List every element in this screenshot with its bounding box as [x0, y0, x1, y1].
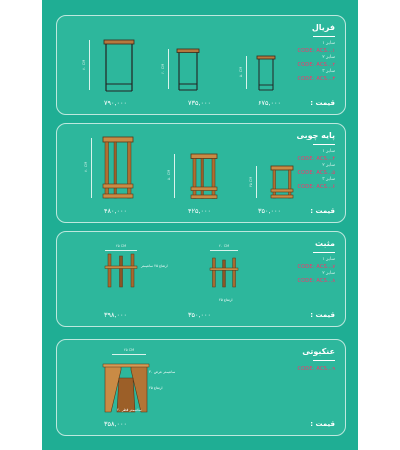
spider-stand-image [101, 358, 151, 414]
dimension-label: ۷۰ CM [82, 59, 86, 71]
dimension-line [89, 40, 90, 90]
plus-stand-large-image [105, 254, 137, 288]
wooden-stand-medium-image [191, 154, 217, 199]
dimension-line [168, 49, 169, 89]
product-code: CODE: ACS...۲ [297, 62, 335, 68]
annotation-note: ۳۰ سانتیمتر عرض [149, 370, 176, 374]
product-code: CODE: ACS...۳ [297, 76, 335, 82]
price-value: ۴۲۵,۰۰۰ [188, 207, 212, 215]
price-label: قیمت : [310, 99, 335, 107]
title-underline [313, 144, 335, 145]
catalog-page [42, 0, 358, 450]
size-label: سایز ۱ [322, 41, 335, 46]
dimension-line [174, 154, 175, 198]
price-value: ۶۷۵,۰۰۰ [258, 99, 282, 107]
metal-stand-medium-image [177, 49, 199, 91]
product-card-spider [56, 339, 346, 436]
price-value: ۷۳۵,۰۰۰ [188, 99, 212, 107]
price-value: ۳۹۸,۰۰۰ [104, 311, 128, 319]
price-value: ۳۵۰,۰۰۰ [188, 311, 212, 319]
dimension-line [91, 138, 92, 198]
product-card-wooden [56, 123, 346, 223]
price-label: قیمت : [310, 207, 335, 215]
section-title: پایه چوبی [296, 131, 335, 140]
price-label: قیمت : [310, 420, 335, 428]
size-label: سایز ۲ [322, 55, 335, 60]
price-value: ۳۵۸,۰۰۰ [104, 420, 128, 428]
product-card-plus [56, 231, 346, 327]
product-card-metal [56, 15, 346, 115]
annotation-note: ۲۰ سانتیمتر قطر [117, 408, 142, 412]
title-underline [313, 360, 335, 361]
title-underline [313, 36, 335, 37]
size-label: سایز ۳ [322, 177, 335, 182]
size-label: سایز ۲ [322, 163, 335, 168]
wooden-stand-large-image [103, 137, 133, 199]
size-label: سایز ۳ [322, 69, 335, 74]
plus-stand-small-image [210, 258, 238, 288]
dimension-line [246, 56, 247, 89]
price-label: قیمت : [310, 311, 335, 319]
product-code: CODE: ACS...۷ [297, 264, 335, 270]
dimension-line [105, 250, 137, 251]
size-label: سایز ۱ [322, 149, 335, 154]
annotation-note: ارتفاع ۲۵ [219, 298, 233, 302]
code-list [273, 257, 335, 285]
dimension-line [112, 354, 146, 355]
price-value: ۳۵۰,۰۰۰ [258, 207, 282, 215]
metal-stand-large-image [104, 40, 134, 92]
size-label: سایز ۱ [322, 257, 335, 262]
dimension-label: ۳۵ CM [249, 176, 253, 188]
annotation-note: ارتفاع ۲۵ [149, 386, 163, 390]
price-value: ۴۸۰,۰۰۰ [104, 207, 128, 215]
section-title: عنکبوتی [302, 347, 335, 356]
title-underline [313, 252, 335, 253]
dimension-line [256, 166, 257, 198]
dimension-line [210, 250, 238, 251]
section-title: فریال [311, 23, 335, 32]
product-code: CODE: ACS...۸ [297, 278, 335, 284]
product-code: CODE: ACS...۴ [297, 156, 335, 162]
code-list [273, 41, 335, 83]
dimension-label: ۲۵ CM [123, 348, 135, 352]
wooden-stand-small-image [271, 166, 293, 199]
dimension-label: ۲۵ CM [115, 244, 127, 248]
product-code: CODE: ACS...۵ [297, 170, 335, 176]
dimension-label: ۵۰ CM [167, 169, 171, 181]
annotation-note: ارتفاع ۲۵ سانتیمتر [141, 264, 168, 268]
section-title: مثبت [315, 239, 335, 248]
code-list [273, 365, 335, 373]
dimension-label: ۶۰ CM [161, 63, 165, 75]
dimension-label: ۵۰ CM [239, 66, 243, 78]
product-code: CODE: ACS...۹ [297, 366, 335, 372]
price-value: ۷۹۰,۰۰۰ [104, 99, 128, 107]
size-label: سایز ۲ [322, 271, 335, 276]
dimension-label: ۷۰ CM [84, 161, 88, 173]
product-code: CODE: ACS...۱ [297, 48, 335, 54]
dimension-label: ۲۰ CM [218, 244, 230, 248]
product-code: CODE: ACS...۶ [297, 184, 335, 190]
metal-stand-small-image [257, 56, 275, 91]
